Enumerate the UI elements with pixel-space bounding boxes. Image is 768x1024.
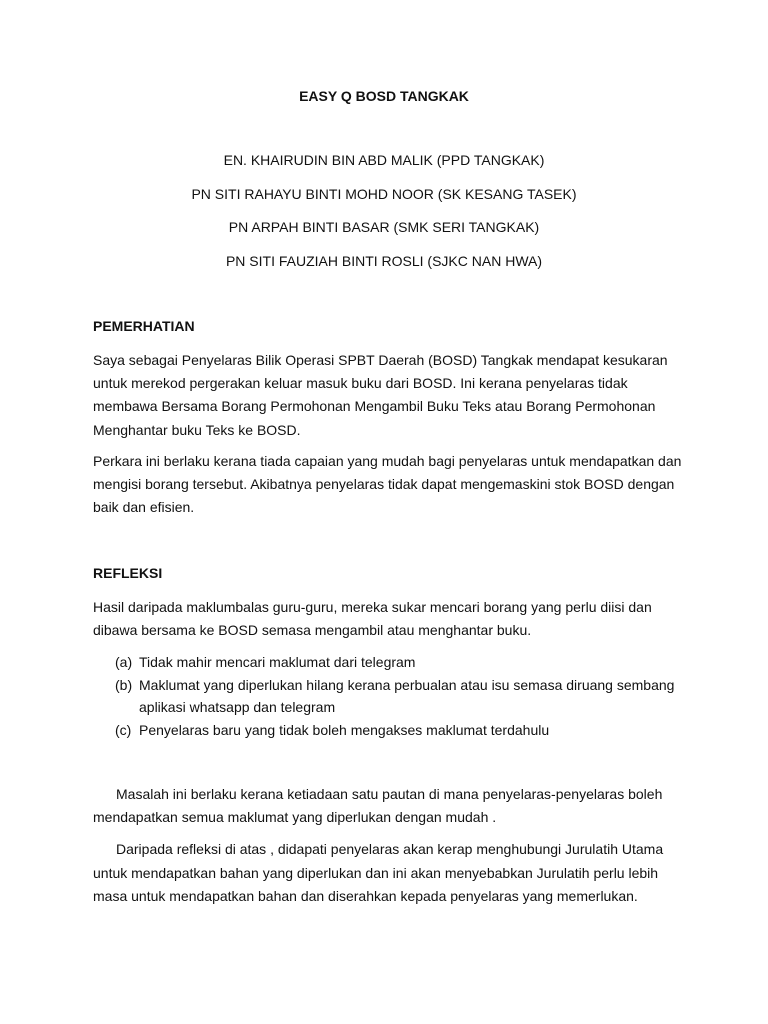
list-item	[93, 719, 685, 742]
list-item	[93, 674, 685, 719]
refleksi-section	[93, 564, 685, 741]
author-line: PN SITI RAHAYU BINTI MOHD NOOR (SK KESANG TASEK)	[191, 185, 577, 202]
closing-paragraph-1: Masalah ini berlaku kerana ketiadaan satu pautan di mana penyelaras-penyelaras boleh mendapatkan semua maklumat yang diperlukan dengan mudah .	[93, 786, 663, 826]
pemerhatian-heading: PEMERHATIAN	[93, 318, 195, 334]
list-item	[93, 651, 685, 674]
pemerhatian-section	[93, 317, 685, 519]
refleksi-list	[93, 651, 685, 741]
list-marker: (b)	[115, 676, 133, 693]
author-line: PN SITI FAUZIAH BINTI ROSLI (SJKC NAN HWA)	[225, 252, 543, 269]
refleksi-closing	[93, 783, 685, 908]
list-item-text: Penyelaras baru yang tidak boleh mengakses maklumat terdahulu	[139, 721, 550, 738]
list-marker: (a)	[115, 654, 133, 671]
author-line: PN ARPAH BINTI BASAR (SMK SERI TANGKAK)	[228, 219, 540, 235]
pemerhatian-paragraph-2: Perkara ini berlaku kerana tiada capaian yang mudah bagi penyelaras untuk mendapatkan dan mengisi borang tersebut. Akibatnya penyelaras tidak dapat mengemaskini stok BOSD dengan baik dan efisien.	[93, 452, 682, 516]
refleksi-heading: REFLEKSI	[93, 565, 163, 581]
document-title: EASY Q BOSD TANGKAK	[299, 88, 469, 104]
list-item-text: Maklumat yang diperlukan hilang kerana perbualan atau isu semasa diruang sembang aplikasi whatsapp dan telegram	[139, 676, 675, 716]
author-line: EN. KHAIRUDIN BIN ABD MALIK (PPD TANGKAK)	[223, 152, 545, 168]
pemerhatian-paragraph-1: Saya sebagai Penyelaras Bilik Operasi SPBT Daerah (BOSD) Tangkak mendapat kesukaran untuk merekod pergerakan keluar masuk buku dari BOSD. Ini kerana penyelaras tidak membawa Bersama Borang Permohonan Mengambil Buku Teks atau Borang Permohonan Menghantar buku Teks ke BOSD.	[93, 352, 668, 438]
list-item-text: Tidak mahir mencari maklumat dari telegram	[139, 654, 416, 671]
list-marker: (c)	[115, 721, 132, 738]
closing-paragraph-2: Daripada refleksi di atas , didapati penyelaras akan kerap menghubungi Jurulatih Utama untuk mendapatkan bahan yang diperlukan dan ini akan menyebabkan Jurulatih perlu lebih masa untuk mendapatkan bahan dan diserahkan kepada penyelaras yang memerlukan.	[93, 841, 664, 904]
author-list	[0, 150, 768, 284]
refleksi-intro: Hasil daripada maklumbalas guru-guru, mereka sukar mencari borang yang perlu diisi dan dibawa bersama ke BOSD semasa mengambil atau menghantar buku.	[93, 599, 652, 639]
